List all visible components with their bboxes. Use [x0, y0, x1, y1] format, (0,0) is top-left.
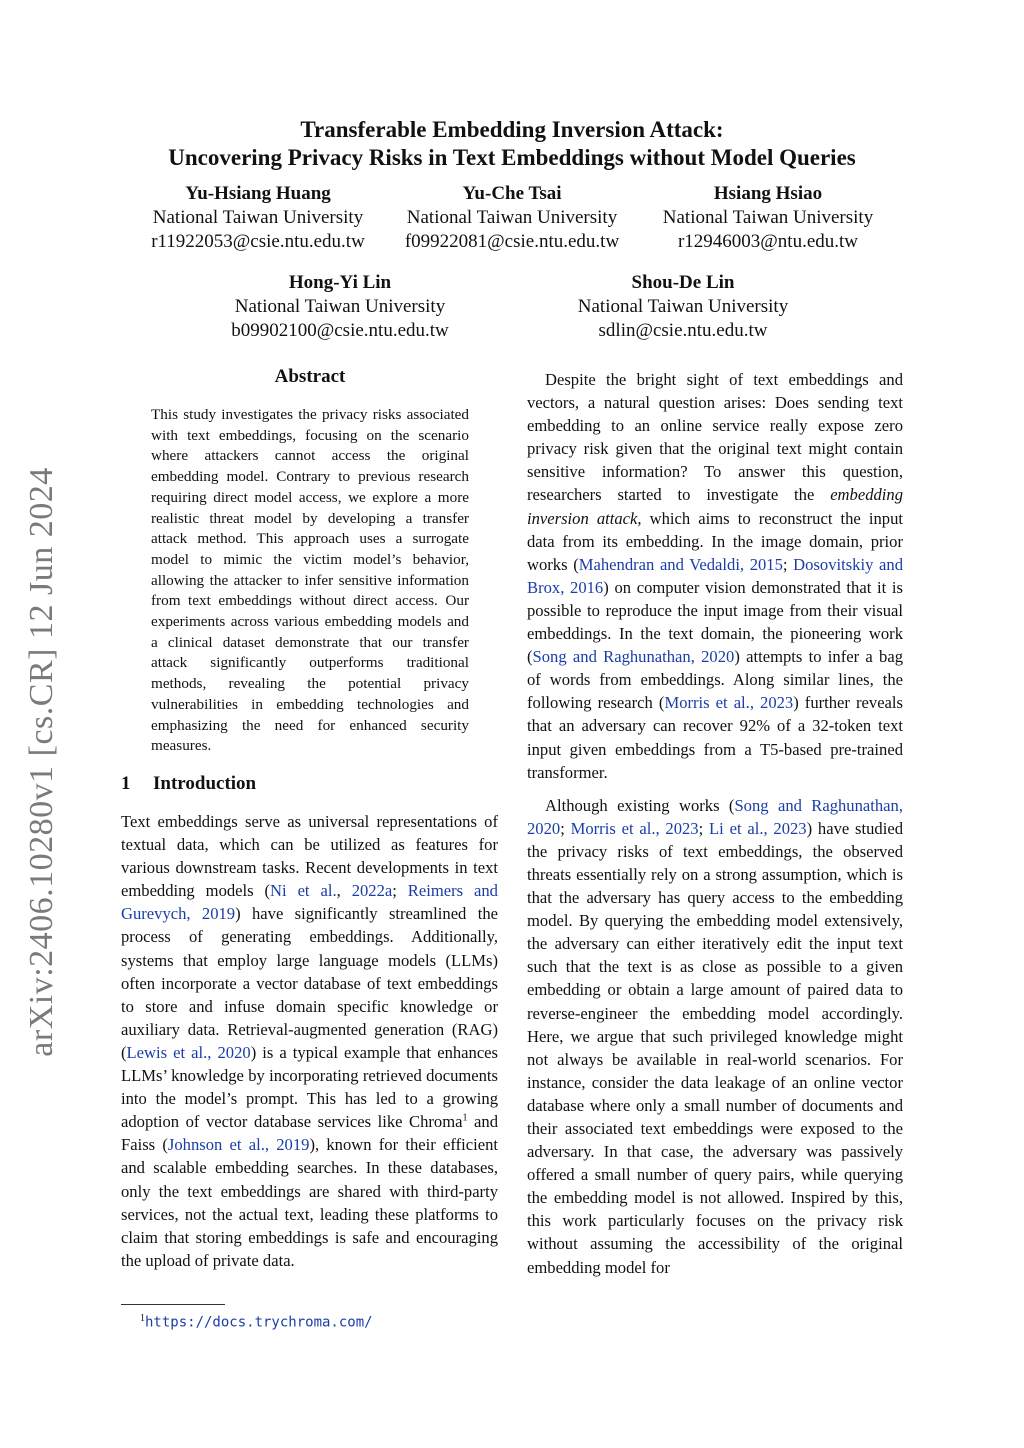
footnote-url-link[interactable]: https://docs.trychroma.com/	[145, 1314, 373, 1331]
intro-paragraph-2: Despite the bright sight of text embeddings and vectors, a natural question arises: Does sending text embedding to an online service really expose zero privacy risk given that the original text might contain sensitive information? To answer this question, researchers started to investigate the embedding inversion attack, which aims to reconstruct the input data from its embedding. In the image domain, prior works (Mahendran and Vedaldi, 2015; Dosovitskiy and Brox, 2016) on computer vision demonstrated that it is possible to reproduce the input image from their visual embeddings. In the text domain, the pioneering work (Song and Raghunathan, 2020) attempts to infer a bag of words from embeddings. Along similar lines, the following research (Morris et al., 2023) further reveals that an adversary can recover 92% of a 32-token text input given embeddings from a T5-based pre-trained transformer.	[527, 370, 903, 782]
author-email[interactable]: r12946003@ntu.edu.tw	[677, 231, 859, 252]
author-block	[578, 271, 788, 343]
title-line-2: Uncovering Privacy Risks in Text Embeddings without Model Queries	[168, 145, 856, 170]
citation-link[interactable]: Dosovitskiy and Brox, 2016	[527, 554, 903, 597]
arxiv-side-label: arXiv:2406.10280v1 [cs.CR] 12 Jun 2024	[23, 467, 60, 1057]
footnote-number: 1	[140, 1313, 145, 1324]
footnote	[140, 1313, 373, 1331]
citation-link[interactable]: Song and Raghunathan, 2020	[527, 795, 903, 838]
citation-link[interactable]: Ni et al.	[270, 881, 337, 901]
author-affiliation: National Taiwan University	[662, 207, 874, 228]
intro-paragraph-3: Although existing works (Song and Raghunathan, 2020; Morris et al., 2023; Li et al., 2023) have studied the privacy risks of text embeddings, the observed threats essentially rely on a strong assumption, which is that the adversary has query access to the embedding model. By querying the embedding model extensively, the adversary can either iteratively edit the input text such that the text is as close as possible to a given embedding or obtain a large amount of paired data to reverse-engineer the embedding model accordingly. Here, we argue that such privileged knowledge might not always be available in real-world scenarios. For instance, consider the data leakage of an online vector database where only a small number of documents and their associated text embeddings were exposed to the adversary. In that case, the adversary was passively offered a small number of query pairs, while querying the embedding model is not allowed. Inspired by this, this work particularly focuses on the privacy risk without assuming the accessibility of the original embedding model for	[527, 795, 903, 1277]
intro-paragraph-1: Text embeddings serve as universal representations of textual data, which can be utilized as features for various downstream tasks. Recent developments in text embedding models (Ni et al., 2022a; Reimers and Gurevych, 2019) have significantly streamlined the process of generating embeddings. Additionally, systems that employ large language models (LLMs) often incorporate a vector database of text embeddings to store and infuse domain specific knowledge or auxiliary data. Retrieval-augmented generation (RAG) (Lewis et al., 2020) is a typical example that enhances LLMs’ knowledge by incorporating retrieved documents into the model’s prompt. This has led to a growing adoption of vector database services like Chroma$^1$ and Faiss (Johnson et al., 2019), known for their efficient and scalable embedding searches. In these databases, only the text embeddings are shared with third-party services, not the actual text, leading these platforms to claim that storing embeddings is safe and encouraging the upload of private data.	[121, 812, 499, 1270]
citation-link[interactable]: Lewis et al., 2020	[126, 1042, 251, 1062]
citation-link[interactable]: Morris et al., 2023	[664, 693, 794, 713]
author-email[interactable]: f09922081@csie.ntu.edu.tw	[404, 231, 620, 252]
author-affiliation: National Taiwan University	[152, 207, 364, 228]
title-line-1: Transferable Embedding Inversion Attack:	[300, 117, 724, 142]
footnote-divider	[121, 1304, 225, 1305]
paper-title	[0, 116, 1024, 172]
author-name: Hsiang Hsiao	[713, 183, 823, 204]
section-heading-introduction	[121, 773, 256, 795]
citation-link[interactable]: Johnson et al., 2019	[167, 1135, 310, 1155]
citation-link[interactable]: 2022a	[351, 881, 393, 901]
author-block	[151, 182, 365, 254]
author-block	[231, 271, 449, 343]
author-name: Yu-Hsiang Huang	[185, 183, 331, 204]
author-block	[663, 182, 873, 254]
citation-link[interactable]: Li et al., 2023	[709, 818, 807, 838]
author-affiliation: National Taiwan University	[234, 296, 446, 317]
author-email[interactable]: sdlin@csie.ntu.edu.tw	[598, 320, 768, 341]
author-name: Shou-De Lin	[631, 272, 735, 293]
author-affiliation: National Taiwan University	[406, 207, 618, 228]
citation-link[interactable]: Song and Raghunathan, 2020	[532, 647, 735, 667]
section-title: Introduction	[153, 773, 257, 794]
section-number: 1	[121, 773, 131, 794]
author-name: Yu-Che Tsai	[462, 183, 562, 204]
author-block	[405, 182, 619, 254]
abstract-text: This study investigates the privacy risks associated with text embeddings, focusing on the scenario where attackers cannot access the original embedding model. Contrary to previous research requiring direct model access, we explore a more realistic threat model by developing a transfer attack method. This approach uses a surrogate model to mimic the victim model’s behavior, allowing the attacker to infer sensitive information from text embeddings without direct access. Our experiments across various embedding models and a clinical dataset demonstrate that our transfer attack significantly outperforms traditional methods, revealing the potential privacy vulnerabilities in embedding technologies and emphasizing the need for enhanced security measures.	[151, 406, 469, 755]
intro-left-column	[121, 810, 498, 1272]
footnote-marker[interactable]: 1	[462, 1112, 468, 1124]
author-affiliation: National Taiwan University	[577, 296, 789, 317]
intro-right-column	[527, 368, 903, 1279]
author-name: Hong-Yi Lin	[288, 272, 392, 293]
citation-link[interactable]: Reimers and Gurevych, 2019	[121, 881, 498, 924]
author-email[interactable]: b09902100@csie.ntu.edu.tw	[231, 320, 449, 341]
abstract-heading: Abstract	[274, 366, 346, 387]
citation-link[interactable]: Morris et al., 2023	[570, 818, 699, 838]
author-email[interactable]: r11922053@csie.ntu.edu.tw	[151, 231, 365, 252]
citation-link[interactable]: Mahendran and Vedaldi, 2015	[578, 554, 783, 574]
